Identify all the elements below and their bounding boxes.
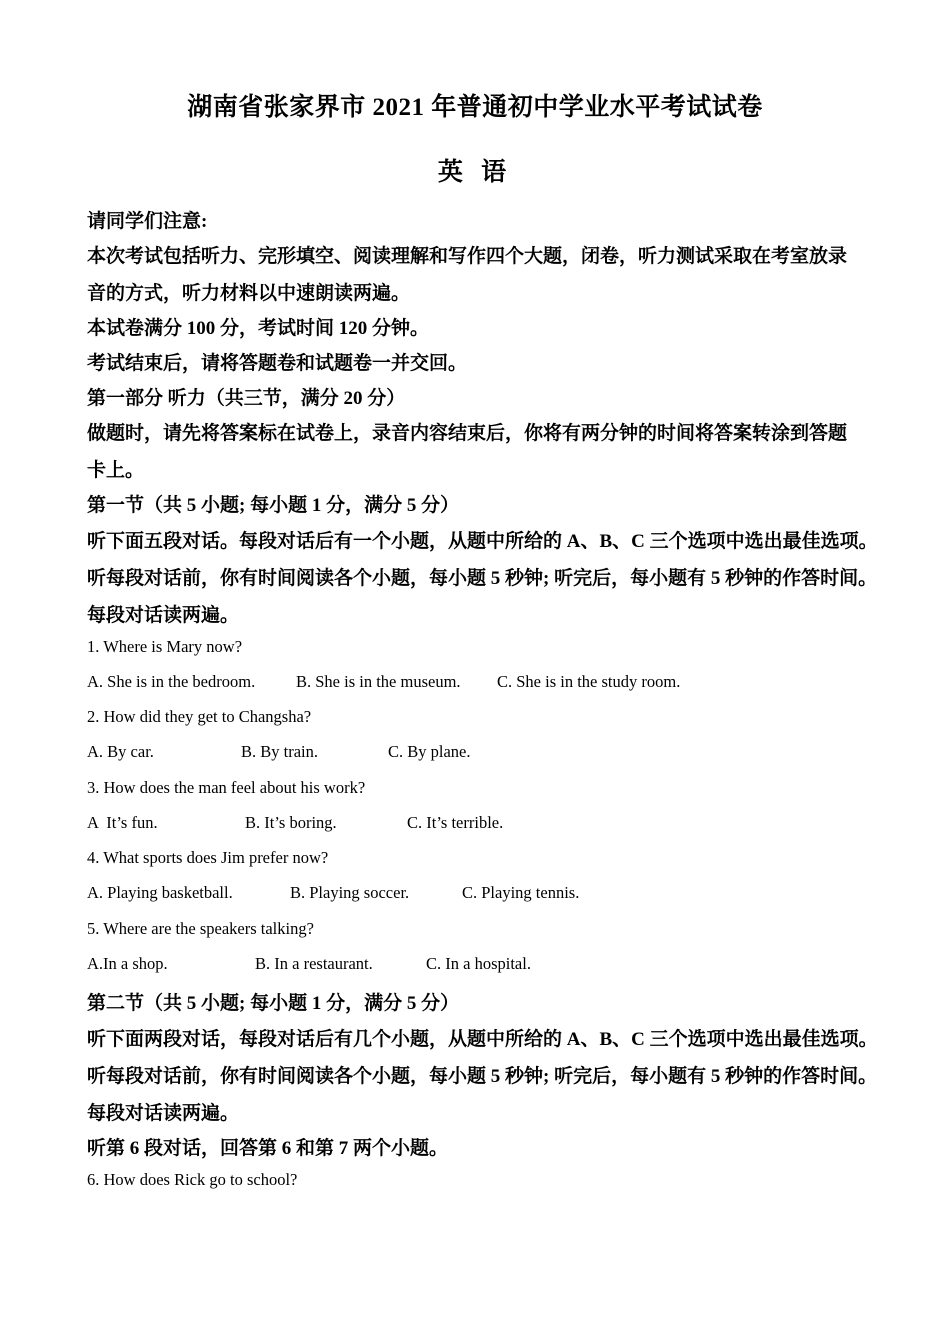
option-c: C. She is in the study room.	[497, 672, 681, 691]
question-text: 5. Where are the speakers talking?	[87, 919, 314, 938]
option-b: B. She is in the museum.	[296, 672, 461, 691]
section1-heading: 第一节（共 5 小题; 每小题 1 分，满分 5 分）	[87, 495, 460, 516]
notice-line: 本次考试包括听力、完形填空、阅读理解和写作四个大题，闭卷，听力测试采取在考室放录	[87, 246, 848, 267]
option-a: A.In a shop.	[87, 954, 168, 973]
question-text: 3. How does the man feel about his work?	[87, 778, 366, 797]
subject-title: 英 语	[437, 159, 513, 186]
part1-instruction: 做题时，请先将答案标在试卷上，录音内容结束后，你将有两分钟的时间将答案转涂到答题	[87, 423, 848, 444]
section2-instruction: 听下面两段对话，每段对话后有几个小题，从题中所给的 A、B、C 三个选项中选出最佳选项。	[87, 1029, 878, 1050]
section2-instruction: 听每段对话前，你有时间阅读各个小题，每小题 5 秒钟; 听完后，每小题有 5 秒钟的作答时间。	[87, 1066, 878, 1087]
section1-instruction: 听每段对话前，你有时间阅读各个小题，每小题 5 秒钟; 听完后，每小题有 5 秒钟的作答时间。	[87, 568, 878, 589]
option-c: C. By plane.	[388, 742, 471, 761]
option-a: A. Playing basketball.	[87, 883, 233, 902]
section1-instruction: 听下面五段对话。每段对话后有一个小题，从题中所给的 A、B、C 三个选项中选出最佳选项。	[87, 531, 878, 552]
option-c: C. In a hospital.	[426, 954, 531, 973]
question-text: 6. How does Rick go to school?	[87, 1170, 298, 1189]
option-b: B. By train.	[241, 742, 318, 761]
question-text: 1. Where is Mary now?	[87, 637, 243, 656]
notice-line: 考试结束后，请将答题卷和试题卷一并交回。	[87, 353, 468, 374]
notice-line: 音的方式，听力材料以中速朗读两遍。	[87, 283, 411, 304]
notice-line: 本试卷满分 100 分，考试时间 120 分钟。	[87, 318, 430, 339]
option-b: B. In a restaurant.	[255, 954, 373, 973]
option-a: A. She is in the bedroom.	[87, 672, 256, 691]
question-text: 4. What sports does Jim prefer now?	[87, 848, 329, 867]
section2-heading: 第二节（共 5 小题; 每小题 1 分，满分 5 分）	[87, 993, 460, 1014]
option-a: A It’s fun.	[87, 813, 158, 832]
section1-instruction: 每段对话读两遍。	[87, 605, 240, 626]
part1-heading: 第一部分 听力（共三节，满分 20 分）	[87, 388, 406, 409]
option-a: A. By car.	[87, 742, 154, 761]
dialogue-note: 听第 6 段对话，回答第 6 和第 7 两个小题。	[87, 1138, 449, 1159]
option-b: B. Playing soccer.	[290, 883, 410, 902]
exam-title: 湖南省张家界市 2021 年普通初中学业水平考试试卷	[187, 94, 763, 121]
option-c: C. Playing tennis.	[462, 883, 580, 902]
question-text: 2. How did they get to Changsha?	[87, 707, 312, 726]
section2-instruction: 每段对话读两遍。	[87, 1103, 240, 1124]
part1-instruction: 卡上。	[87, 460, 145, 481]
option-b: B. It’s boring.	[245, 813, 337, 832]
option-c: C. It’s terrible.	[407, 813, 504, 832]
notice-heading: 请同学们注意:	[87, 211, 208, 232]
